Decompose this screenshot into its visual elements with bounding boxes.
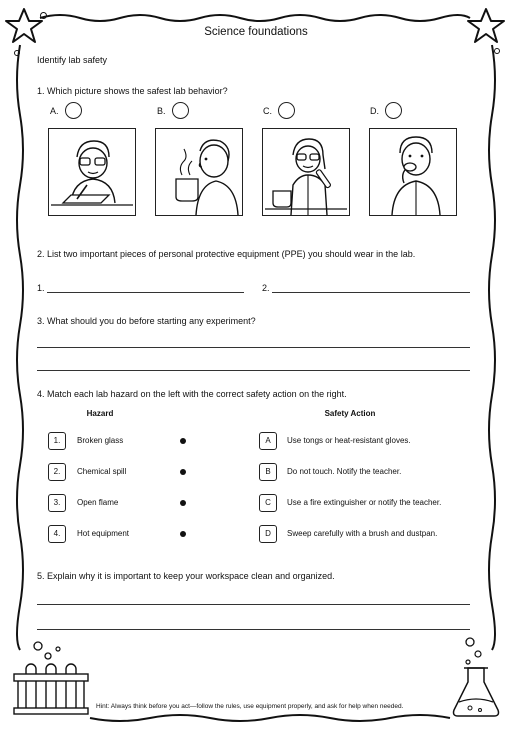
action-letter-c: C [259,494,277,512]
student-smelling-beaker-icon [156,129,242,215]
question-2: 2. List two important pieces of personal protective equipment (PPE) you should wear in the lab. [37,249,416,259]
q5-answer-line-2[interactable] [37,629,470,630]
picture-a[interactable] [48,128,136,216]
bubble-icon [40,12,47,19]
action-letter-b: B [259,463,277,481]
test-tube-rack-icon [8,640,98,720]
option-c-circle[interactable] [278,102,295,119]
student-writing-goggles-icon [49,129,135,215]
hazard-number-3: 3. [48,494,66,512]
q3-answer-line-1[interactable] [37,347,470,348]
bubble-icon [14,50,20,56]
action-letter-a: A [259,432,277,450]
picture-c[interactable] [262,128,350,216]
option-label-b: B. [157,106,166,116]
student-eating-in-lab-icon [370,129,456,215]
option-b-circle[interactable] [172,102,189,119]
option-label-a: A. [50,106,59,116]
hazard-text-4: Hot equipment [77,529,130,538]
student-ppe-test-tube-icon [263,129,349,215]
flask-icon [446,632,506,722]
bubble-icon [494,48,500,54]
action-text-b: Do not touch. Notify the teacher. [287,467,402,476]
question-4: 4. Match each lab hazard on the left with the correct safety action on the right. [37,389,347,399]
hazard-text-1: Broken glass [77,436,124,445]
hazard-match-dot-3[interactable] [180,500,186,506]
action-column-header: Safety Action [324,409,376,418]
ppe-answer-line-2[interactable] [272,292,470,293]
hazard-number-4: 4. [48,525,66,543]
worksheet-subtitle: Identify lab safety [37,55,108,65]
hazard-match-dot-4[interactable] [180,531,186,537]
option-label-c: C. [263,106,272,116]
hazard-number-1: 1. [48,432,66,450]
ppe-blank-2-label: 2. [262,283,270,293]
action-text-a: Use tongs or heat-resistant gloves. [287,436,411,445]
option-d-circle[interactable] [385,102,402,119]
picture-b[interactable] [155,128,243,216]
hazard-text-3: Open flame [77,498,119,507]
hazard-match-dot-1[interactable] [180,438,186,444]
picture-d[interactable] [369,128,457,216]
question-5: 5. Explain why it is important to keep your workspace clean and organized. [37,571,335,581]
option-a-circle[interactable] [65,102,82,119]
page-title: Science foundations [204,26,308,38]
hazard-column-header: Hazard [86,409,114,418]
action-letter-d: D [259,525,277,543]
ppe-blank-1-label: 1. [37,283,45,293]
action-text-d: Sweep carefully with a brush and dustpan. [287,529,438,538]
action-text-c: Use a fire extinguisher or notify the teacher. [287,498,442,507]
hazard-match-dot-2[interactable] [180,469,186,475]
option-label-d: D. [370,106,379,116]
q5-answer-line-1[interactable] [37,604,470,605]
hazard-text-2: Chemical spill [77,467,127,476]
hint-text: Hint: Always think before you act—follow the rules, use equipment properly, and ask for help when needed. [96,703,404,710]
question-3: 3. What should you do before starting any experiment? [37,316,256,326]
q3-answer-line-2[interactable] [37,370,470,371]
ppe-answer-line-1[interactable] [47,292,244,293]
hazard-number-2: 2. [48,463,66,481]
question-1: 1. Which picture shows the safest lab behavior? [37,86,228,96]
